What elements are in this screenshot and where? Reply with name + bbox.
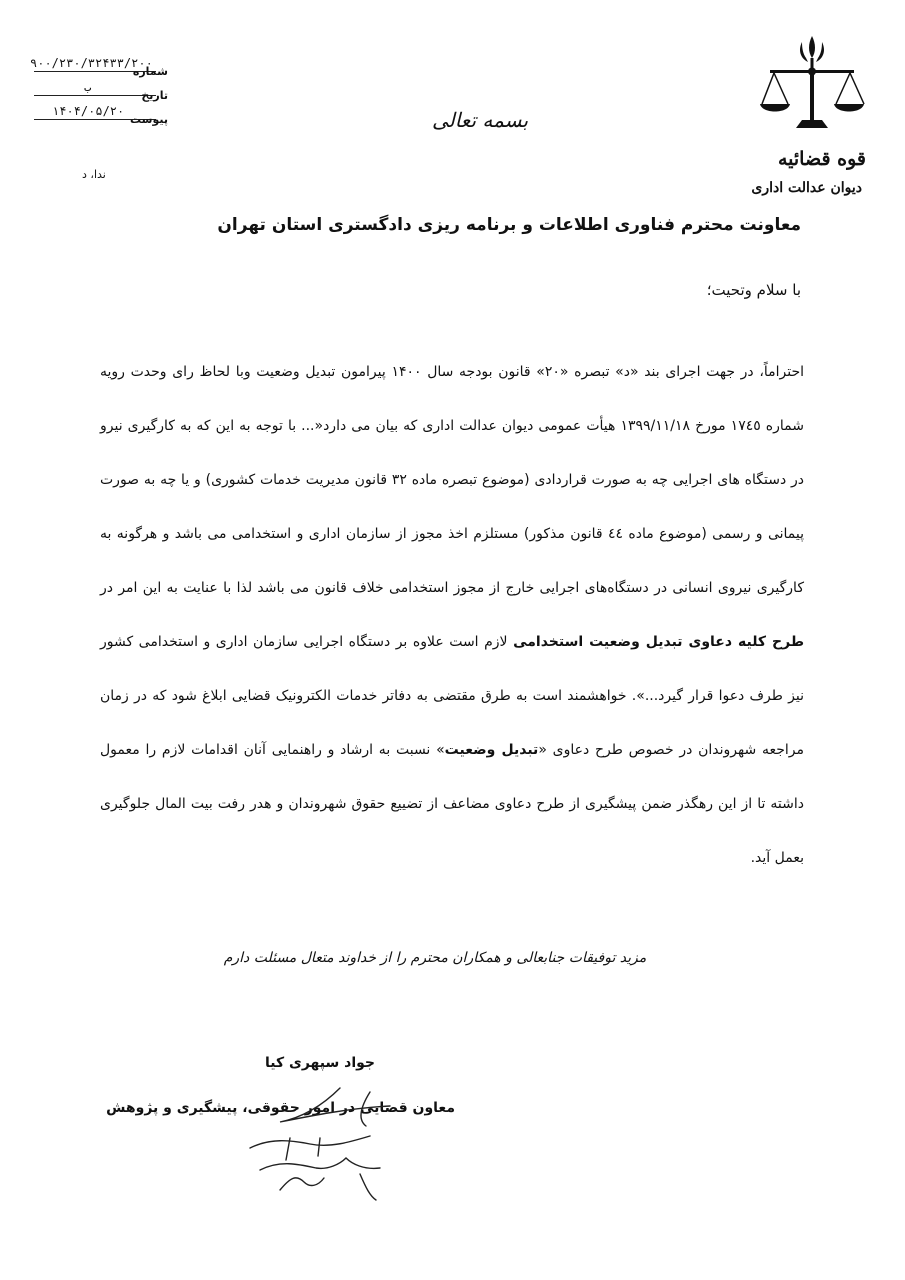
letter-body bbox=[100, 345, 804, 885]
organization-name: قوه قضائیه bbox=[777, 148, 866, 170]
number-label: شماره bbox=[132, 65, 168, 78]
date-value: ب bbox=[84, 80, 92, 94]
body-bold-2: تبدیل وضعیت bbox=[444, 742, 539, 758]
judiciary-emblem bbox=[751, 32, 872, 196]
body-part-2: لازم است علاوه بر دستگاه اجرایی سازمان اداری و استخدامی کشور نیز طرف دعوا قرار گیرد...». خواهشمند است به طرق مقتضی به دفاتر خدمات الکترونیک قضایی ابلاغ شود که در زمان مراجعه شهروندان در خصوص طرح دعاوی « bbox=[100, 634, 804, 758]
body-part-1: احتراماً، در جهت اجرای بند «د» تبصره «۲۰» قانون بودجه سال ۱۴۰۰ پیرامون تبدیل وضعیت وبا لحاظ رای وحدت رویه شماره ۱۷٤٥ مورخ ۱۳۹۹/۱۱/۱۸ هیأت عمومی دیوان عدالت اداری که بیان می دارد«... با توجه به این که به کارگیری نیرو در دستگاه های اجرایی چه به صورت قراردادی (موضوع تبصره ماده ۳۲ قانون مدیریت خدمات کشوری) و یا چه به صورت پیمانی و رسمی (موضوع ماده ٤٤ قانون مذکور) مستلزم اخذ مجوز از سازمان اداری و استخدامی می باشد و هرگونه به کارگیری نیروی انسانی در دستگاه‌های اجرایی خارج از مجوز استخدامی خلاف قانون می باشد لذا با عنایت به این امر در bbox=[100, 364, 804, 596]
closing-line: مزید توفیقات جنابعالی و همکاران محترم را از خداوند متعال مسئلت دارم bbox=[223, 950, 647, 966]
date-row bbox=[28, 80, 168, 104]
signatory-title: معاون قضایی در امور حقوقی، پیشگیری و پژوهش bbox=[106, 1100, 455, 1116]
body-bold-1: طرح کلیه دعاوی تبدیل وضعیت استخدامی bbox=[513, 634, 805, 650]
body-part-3: » نسبت به ارشاد و راهنمایی آنان اقدامات لازم را معمول داشته تا از این رهگذر ضمن پیشگیری از طرح دعاوی مضاعف از تضییع حقوق شهروندان و هدر رفت بیت المال جلوگیری بعمل آید. bbox=[100, 742, 804, 866]
department-name: دیوان عدالت اداری bbox=[751, 180, 862, 196]
recipient: معاونت محترم فناوری اطلاعات و برنامه ریزی دادگستری استان تهران bbox=[217, 215, 801, 235]
date-line bbox=[34, 95, 156, 96]
reference-code: ندا، د bbox=[82, 168, 106, 181]
number-row bbox=[28, 56, 168, 80]
attachment-row bbox=[28, 104, 168, 128]
handwritten-signature bbox=[220, 1078, 420, 1218]
greeting: با سلام وتحیت؛ bbox=[706, 281, 801, 299]
attachment-label: پیوست bbox=[130, 113, 168, 126]
signatory-name: جواد سپهری کیا bbox=[265, 1055, 375, 1071]
letter-meta bbox=[28, 56, 168, 128]
number-value: ۹۰۰/۲۳۰/۳۲۴۳۳/۲۰۰ bbox=[30, 56, 153, 70]
invocation: بسمه تعالی bbox=[431, 108, 529, 132]
attachment-value: ۱۴۰۴/۰۵/۲۰ bbox=[52, 104, 125, 118]
date-label: تاریخ bbox=[141, 89, 168, 102]
scales-of-justice-icon bbox=[756, 32, 868, 144]
